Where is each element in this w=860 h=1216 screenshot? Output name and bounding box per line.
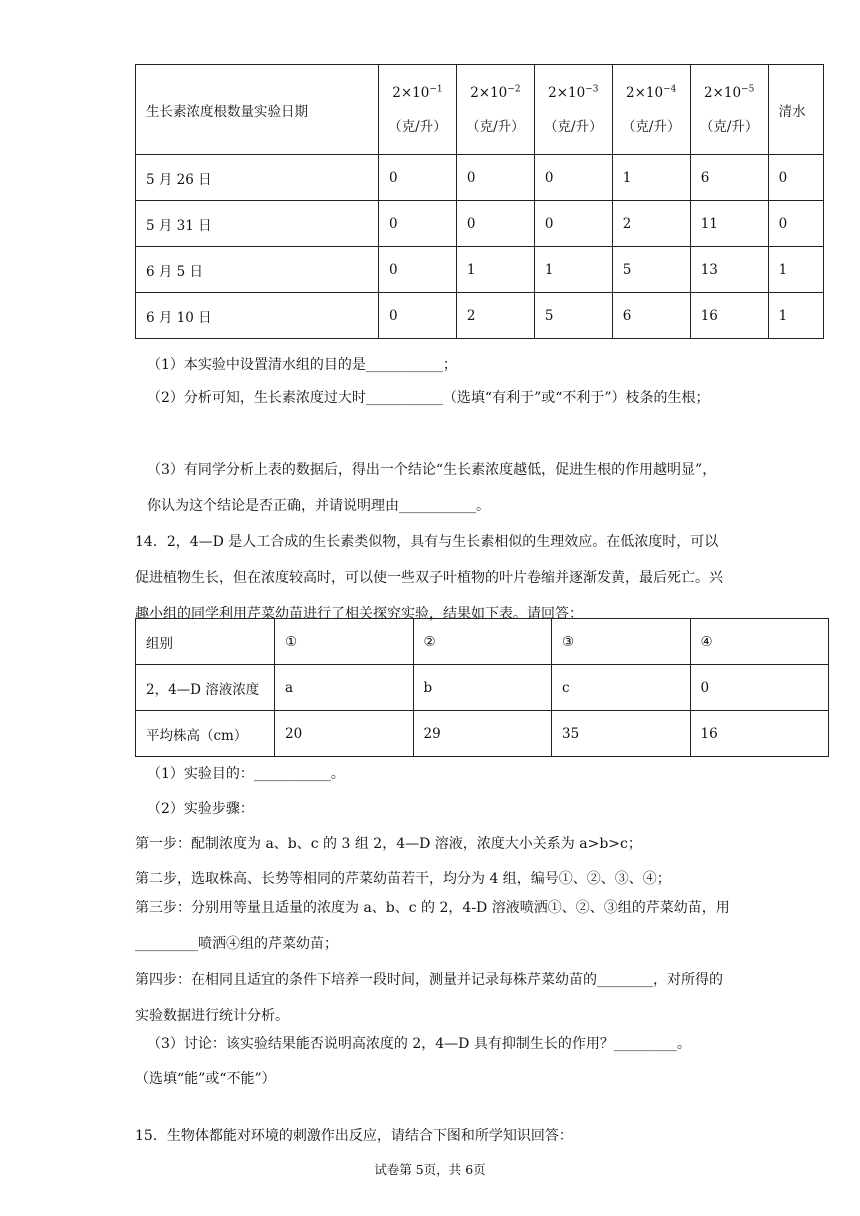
table-cell: 29 bbox=[413, 711, 552, 757]
table-cell: 2 bbox=[456, 293, 534, 339]
date-cell: 6 月 10 日 bbox=[136, 293, 379, 339]
concentration-header: $2\times 10^{-1}$ （克/升） bbox=[379, 65, 457, 155]
q14-part2: （2）实验步骤： bbox=[147, 801, 254, 817]
q13-part1: （1）本实验中设置清水组的目的是___________； bbox=[147, 357, 457, 373]
q13-part3: （3）有同学分析上表的数据后，得出一个结论“生长素浓度越低，促进生根的作用越明显”，你认为这个结论是否正确，并请说明理由___________。 bbox=[147, 462, 717, 514]
page-footer: 试卷第 5页，共 6页 bbox=[374, 1162, 486, 1177]
table-cell: 6 bbox=[612, 293, 690, 339]
celery-table bbox=[135, 618, 829, 757]
concentration-header: $2\times 10^{-5}$ （克/升） bbox=[690, 65, 768, 155]
table-cell: 1 bbox=[534, 247, 612, 293]
table-cell: 2，4—D 溶液浓度 bbox=[136, 665, 275, 711]
table-cell: 0 bbox=[456, 155, 534, 201]
table-header-row bbox=[136, 65, 824, 155]
table-cell: ② bbox=[413, 619, 552, 665]
q14-step4: 第四步：在相同且适宜的条件下培养一段时间，测量并记录每株芹菜幼苗的________，对所得的实验数据进行统计分析。 bbox=[135, 972, 723, 1024]
table-row bbox=[136, 247, 824, 293]
date-cell: 5 月 31 日 bbox=[136, 201, 379, 247]
table-cell: 0 bbox=[534, 201, 612, 247]
q14-step1: 第一步：配制浓度为 a、b、c 的 3 组 2，4—D 溶液，浓度大小关系为 a>b>c； bbox=[135, 836, 642, 852]
table-cell: ③ bbox=[552, 619, 691, 665]
table-cell: 20 bbox=[275, 711, 414, 757]
table-cell: 0 bbox=[534, 155, 612, 201]
table-cell: 5 bbox=[612, 247, 690, 293]
q14-part3: （3）讨论：该实验结果能否说明高浓度的 2，4—D 具有抑制生长的作用？_________。 bbox=[147, 1036, 691, 1052]
table-cell: 0 bbox=[768, 201, 823, 247]
table-cell: c bbox=[552, 665, 691, 711]
q14-part1: （1）实验目的：___________。 bbox=[147, 766, 345, 782]
concentration-header: $2\times 10^{-3}$ （克/升） bbox=[534, 65, 612, 155]
table-cell: 0 bbox=[379, 155, 457, 201]
q14-part3-note: （选填“能”或“不能”） bbox=[135, 1071, 276, 1087]
table-cell: 35 bbox=[552, 711, 691, 757]
table-cell: 0 bbox=[379, 247, 457, 293]
header-cell: 生长素浓度根数量实验日期 bbox=[136, 65, 379, 155]
table-row bbox=[136, 155, 824, 201]
table-row bbox=[136, 665, 829, 711]
concentration-header: $2\times 10^{-2}$ （克/升） bbox=[456, 65, 534, 155]
q14-step3: 第三步：分别用等量且适量的浓度为 a、b、c 的 2，4-D 溶液喷洒①、②、③组的芹菜幼苗，用_________喷洒④组的芹菜幼苗； bbox=[135, 900, 730, 952]
table-cell: ① bbox=[275, 619, 414, 665]
table-cell: ④ bbox=[690, 619, 829, 665]
table-cell: 16 bbox=[690, 711, 829, 757]
table-cell: 2 bbox=[612, 201, 690, 247]
concentration-header: $2\times 10^{-4}$ （克/升） bbox=[612, 65, 690, 155]
table-cell: 1 bbox=[768, 293, 823, 339]
table-cell: 0 bbox=[379, 201, 457, 247]
table-row bbox=[136, 711, 829, 757]
table-cell: 5 bbox=[534, 293, 612, 339]
q13-part2: （2）分析可知，生长素浓度过大时___________（选填“有利于”或“不利于”）枝条的生根； bbox=[147, 390, 710, 406]
table-cell: 1 bbox=[456, 247, 534, 293]
table-cell: 6 bbox=[690, 155, 768, 201]
table-row bbox=[136, 619, 829, 665]
date-cell: 5 月 26 日 bbox=[136, 155, 379, 201]
table-cell: 0 bbox=[690, 665, 829, 711]
table-cell: 11 bbox=[690, 201, 768, 247]
q14-intro: 14．2，4—D 是人工合成的生长素类似物，具有与生长素相似的生理效应。在低浓度时，可以促进植物生长，但在浓度较高时，可以使一些双子叶植物的叶片卷缩并逐渐发黄，最后死亡。兴趣小组的同学利用芹菜幼苗进行了相关探究实验，结果如下表。请回答： bbox=[135, 534, 723, 622]
date-cell: 6 月 5 日 bbox=[136, 247, 379, 293]
table-cell: a bbox=[275, 665, 414, 711]
q15-text: 15．生物体都能对环境的刺激作出反应，请结合下图和所学知识回答： bbox=[135, 1128, 573, 1144]
table-cell: 平均株高（cm） bbox=[136, 711, 275, 757]
table-cell: 0 bbox=[456, 201, 534, 247]
rooting-table bbox=[135, 64, 824, 339]
water-header: 清水 bbox=[768, 65, 823, 155]
table-cell: b bbox=[413, 665, 552, 711]
table-cell: 1 bbox=[768, 247, 823, 293]
table-cell: 0 bbox=[768, 155, 823, 201]
table-cell: 0 bbox=[379, 293, 457, 339]
table-cell: 13 bbox=[690, 247, 768, 293]
table-row bbox=[136, 201, 824, 247]
table-row bbox=[136, 293, 824, 339]
table-cell: 1 bbox=[612, 155, 690, 201]
q14-step2: 第二步，选取株高、长势等相同的芹菜幼苗若干，均分为 4 组，编号①、②、③、④； bbox=[135, 871, 671, 887]
table-cell: 16 bbox=[690, 293, 768, 339]
table-cell: 组别 bbox=[136, 619, 275, 665]
